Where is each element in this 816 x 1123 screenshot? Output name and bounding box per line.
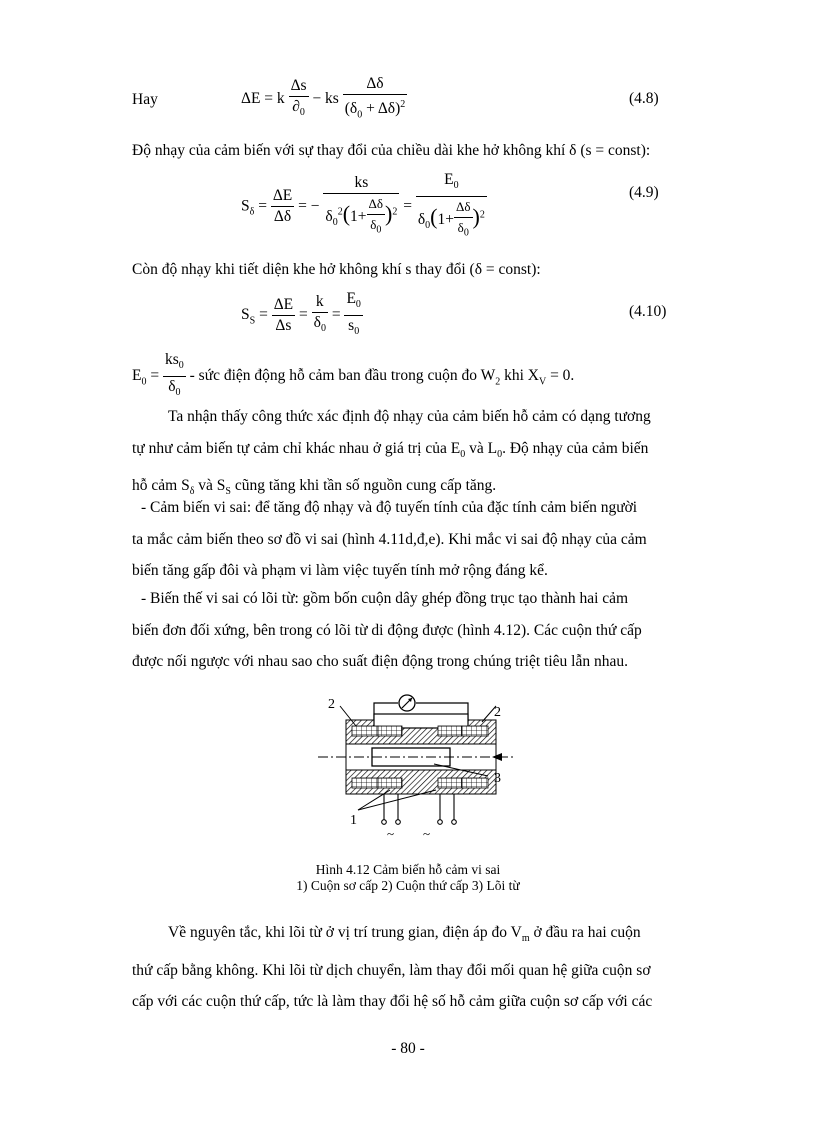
primary-coil-bottom-right bbox=[438, 778, 462, 788]
secondary-coil-bottom-left bbox=[352, 778, 378, 788]
label-primary: 1 bbox=[350, 813, 357, 828]
figure-caption-title: Hình 4.12 Cảm biến hỗ cảm vi sai bbox=[315, 862, 501, 877]
primary-coil-top-left bbox=[378, 726, 402, 736]
equation-4-10: $S_S$ = $\frac{\Delta E}{\Delta s}$ = $\frac{k}{\delta_0}$ = $\frac{E_0}{s_0}$ bbox=[241, 290, 361, 338]
primary-coil-top-right bbox=[438, 726, 462, 736]
label-secondary-right: 2 bbox=[494, 705, 501, 720]
secondary-coil-top-left bbox=[352, 726, 378, 736]
paragraph-similarity: Ta nhận thấy công thức xác định độ nhạy của cảm biến hỗ cảm có dạng tương tự như cảm biến tự cảm chỉ khác nhau ở giá trị của $E_0$ và $L_0$. Độ nhạy của cảm biến hỗ cảm $S_\delta$ và $S_S$ cũng tăng khi tần số nguồn cung cấp tăng. bbox=[132, 408, 651, 498]
text-sensitivity-delta: Độ nhạy của cảm biến với sự thay đổi của chiều dài khe hở không khí δ (s = const): bbox=[132, 142, 651, 159]
page-number: - 80 - bbox=[391, 1040, 425, 1057]
secondary-coil-top-right bbox=[462, 726, 488, 736]
paragraph-differential-transformer: - Biến thế vi sai có lõi từ: gồm bốn cuộn dây ghép đồng trục tạo thành hai cảm biến đơn đối xứng, bên trong có lõi từ di động được (hình 4.12). Các cuộn thứ cấp được nối ngược với nhau sao cho suất điện động trong chúng triệt tiêu lẫn nhau. bbox=[132, 590, 642, 670]
paragraph-principle: Về nguyên tắc, khi lõi từ ở vị trí trung gian, điện áp đo $V_m$ ở đầu ra hai cuộn thứ cấp bằng không. Khi lõi từ dịch chuyển, làm thay đổi mối quan hệ giữa cuộn sơ cấp với các cuộn thứ cấp, tức là làm thay đổi hệ số hỗ cảm giữa cuộn sơ cấp với các bbox=[132, 924, 653, 1011]
eq-number-4-10: (4.10) bbox=[629, 303, 667, 320]
figure-caption-legend: 1) Cuộn sơ cấp 2) Cuộn thứ cấp 3) Lõi từ bbox=[296, 878, 520, 893]
terminal-leads bbox=[382, 794, 457, 824]
eq-prefix: Hay bbox=[132, 91, 158, 108]
equation-e0-definition: $E_0$ = $\frac{ks_0}{\delta_0}$ - sức điện động hỗ cảm ban đầu trong cuộn đo $W_2$ khi $X_V = 0$. bbox=[132, 351, 575, 399]
eq-number-4-9: (4.9) bbox=[629, 184, 659, 201]
secondary-coil-bottom-right bbox=[462, 778, 488, 788]
figure-differential-mutual-inductance-sensor bbox=[316, 686, 516, 858]
paragraph-differential-sensor: - Cảm biến vi sai: để tăng độ nhạy và độ tuyến tính của đặc tính cảm biến người ta mắc cảm biến theo sơ đồ vi sai (hình 4.11d,đ,e). Khi mắc vi sai độ nhạy của cảm biến tăng gấp đôi và phạm vi làm việc tuyến tính mở rộng đáng kể. bbox=[132, 499, 647, 579]
eq-number-4-8: (4.8) bbox=[629, 90, 659, 107]
equation-4-8: ΔE = k $\frac{\Delta s}{\partial_0}$ − ks $\frac{\Delta\delta}{(\delta_0 + \Delta\delta)^2}$ bbox=[241, 75, 406, 121]
label-secondary-left: 2 bbox=[328, 697, 335, 712]
ac-source-right: ~ bbox=[423, 826, 431, 841]
equation-4-9: $S_\delta$ = $\frac{\Delta E}{\Delta\delta}$ = − ks $\delta_0^2(1+$ $\frac{\Delta\delta}{\delta_0}$ )$^2$ = $E_0$ $\delta_0(1+$ $\frac{\Delta\delta}{\delta_0}$ )$^2$ bbox=[241, 171, 485, 239]
label-core: 3 bbox=[494, 771, 501, 786]
text-sensitivity-s: Còn độ nhạy khi tiết diện khe hở không khí s thay đổi (δ = const): bbox=[132, 261, 541, 278]
voltmeter-icon bbox=[399, 695, 415, 711]
ac-source-left: ~ bbox=[387, 826, 395, 841]
primary-coil-bottom-left bbox=[378, 778, 402, 788]
